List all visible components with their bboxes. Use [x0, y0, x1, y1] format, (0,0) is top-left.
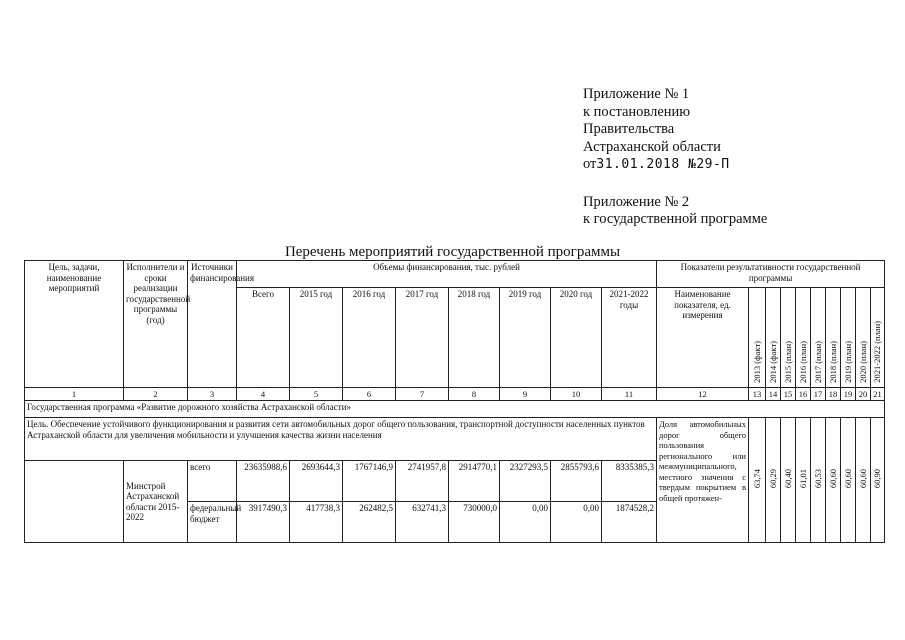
colnum-7: 7 — [396, 388, 449, 401]
value-2018: 2914770,1 — [449, 461, 500, 502]
colnum-12: 12 — [657, 388, 749, 401]
source-cell: федеральный бюджет — [188, 502, 237, 543]
indicator-value-2018: 60,60 — [826, 418, 841, 543]
indicator-value-2021-2022: 60,90 — [871, 418, 885, 543]
header-row-1 — [25, 261, 885, 288]
date-prefix: от — [583, 156, 597, 172]
column-numbers-row — [25, 388, 885, 401]
appendix-block — [583, 86, 767, 229]
appendix1-line1: Приложение № 1 — [583, 86, 690, 102]
colnum-6: 6 — [343, 388, 396, 401]
handwritten-date-number: 31.01.2018 №29-П — [596, 157, 730, 172]
appendix1-date-line — [583, 156, 767, 174]
appendix1-line2: к постановлению — [583, 103, 691, 120]
header-2017: 2017 год — [396, 288, 449, 388]
indicator-value-2013: 63,74 — [749, 418, 766, 543]
header-2021-2022: 2021-2022 годы — [602, 288, 657, 388]
value-2019: 2327293,5 — [500, 461, 551, 502]
value-2015: 417738,3 — [290, 502, 343, 543]
measures-table — [24, 260, 885, 543]
value-2020: 2855793,6 — [551, 461, 602, 502]
colnum-5: 5 — [290, 388, 343, 401]
indicator-value-2015: 60,40 — [781, 418, 796, 543]
colnum-8: 8 — [449, 388, 500, 401]
indicator-value-2014: 60,29 — [766, 418, 781, 543]
colnum-2: 2 — [124, 388, 188, 401]
value-2017: 2741957,8 — [396, 461, 449, 502]
header-executors: Исполнители и сроки реализации государственной программы (год) — [124, 261, 188, 388]
header-year-2019: 2019 (план) — [841, 288, 856, 388]
empty-goal-cell — [25, 461, 124, 543]
colnum-3: 3 — [188, 388, 237, 401]
document-title: Перечень мероприятий государственной программы — [284, 244, 621, 260]
header-2018: 2018 год — [449, 288, 500, 388]
value-2021-2022: 1874528,2 — [602, 502, 657, 543]
header-2015: 2015 год — [290, 288, 343, 388]
value-2021-2022: 8335385,3 — [602, 461, 657, 502]
appendix2-line2: к государственной программе — [583, 211, 768, 227]
value-2017: 632741,3 — [396, 502, 449, 543]
colnum-21: 21 — [871, 388, 885, 401]
indicator-value-2020: 60,60 — [856, 418, 871, 543]
header-year-2018: 2018 (план) — [826, 288, 841, 388]
colnum-1: 1 — [25, 388, 124, 401]
header-2019: 2019 год — [500, 288, 551, 388]
header-year-2015: 2015 (план) — [781, 288, 796, 388]
executor-cell: Минстрой Астраханской области 2015-2022 — [124, 461, 188, 543]
header-sources: Источники финансирования — [188, 261, 237, 388]
value-2016: 262482,5 — [343, 502, 396, 543]
value-2018: 730000,0 — [449, 502, 500, 543]
goal-text: Цель. Обеспечение устойчивого функционирования и развития сети автомобильных дорог общего пользования, транспортной доступности населенных пунктов Астраханской области для увеличения мобильности и улучшения качества жизни населения — [25, 418, 657, 461]
appendix1-line3: Правительства — [583, 121, 675, 137]
header-2020: 2020 год — [551, 288, 602, 388]
program-row — [25, 401, 885, 418]
colnum-13: 13 — [749, 388, 766, 401]
header-year-2013: 2013 (факт) — [749, 288, 766, 388]
value-total: 23635988,6 — [237, 461, 290, 502]
appendix2-line1: Приложение № 2 — [583, 193, 690, 210]
header-year-2017: 2017 (план) — [811, 288, 826, 388]
colnum-11: 11 — [602, 388, 657, 401]
header-year-2021-2022: 2021-2022 (план) — [871, 288, 885, 388]
indicator-value-2019: 60,60 — [841, 418, 856, 543]
header-year-2016: 2016 (план) — [796, 288, 811, 388]
program-title: Государственная программа «Развитие дорожного хозяйства Астраханской области» — [25, 401, 885, 418]
colnum-9: 9 — [500, 388, 551, 401]
indicator-value-2017: 60,53 — [811, 418, 826, 543]
value-2015: 2693644,3 — [290, 461, 343, 502]
header-goal: Цель, задачи, наименование мероприятий — [25, 261, 124, 388]
value-2020: 0,00 — [551, 502, 602, 543]
header-total: Всего — [237, 288, 290, 388]
header-indicator-name: Наименование показателя, ед. измерения — [657, 288, 749, 388]
colnum-4: 4 — [237, 388, 290, 401]
indicator-name: Доля автомобильных дорог общего пользования регионального или межмуниципального, местного значения с твердым покрытием в общей протяжен- — [657, 418, 749, 543]
appendix1-line4: Астраханской области — [583, 138, 721, 155]
colnum-14: 14 — [766, 388, 781, 401]
header-year-2014: 2014 (факт) — [766, 288, 781, 388]
colnum-19: 19 — [841, 388, 856, 401]
value-2019: 0,00 — [500, 502, 551, 543]
colnum-17: 17 — [811, 388, 826, 401]
colnum-10: 10 — [551, 388, 602, 401]
header-indicators-group: Показатели результативности государственной программы — [657, 261, 885, 288]
colnum-20: 20 — [856, 388, 871, 401]
colnum-18: 18 — [826, 388, 841, 401]
value-total: 3917490,3 — [237, 502, 290, 543]
source-cell: всего — [188, 461, 237, 502]
header-funding-group: Объемы финансирования, тыс. рублей — [237, 261, 657, 288]
colnum-16: 16 — [796, 388, 811, 401]
header-2016: 2016 год — [343, 288, 396, 388]
goal-row — [25, 418, 885, 461]
indicator-value-2016: 61,01 — [796, 418, 811, 543]
header-year-2020: 2020 (план) — [856, 288, 871, 388]
colnum-15: 15 — [781, 388, 796, 401]
value-2016: 1767146,9 — [343, 461, 396, 502]
